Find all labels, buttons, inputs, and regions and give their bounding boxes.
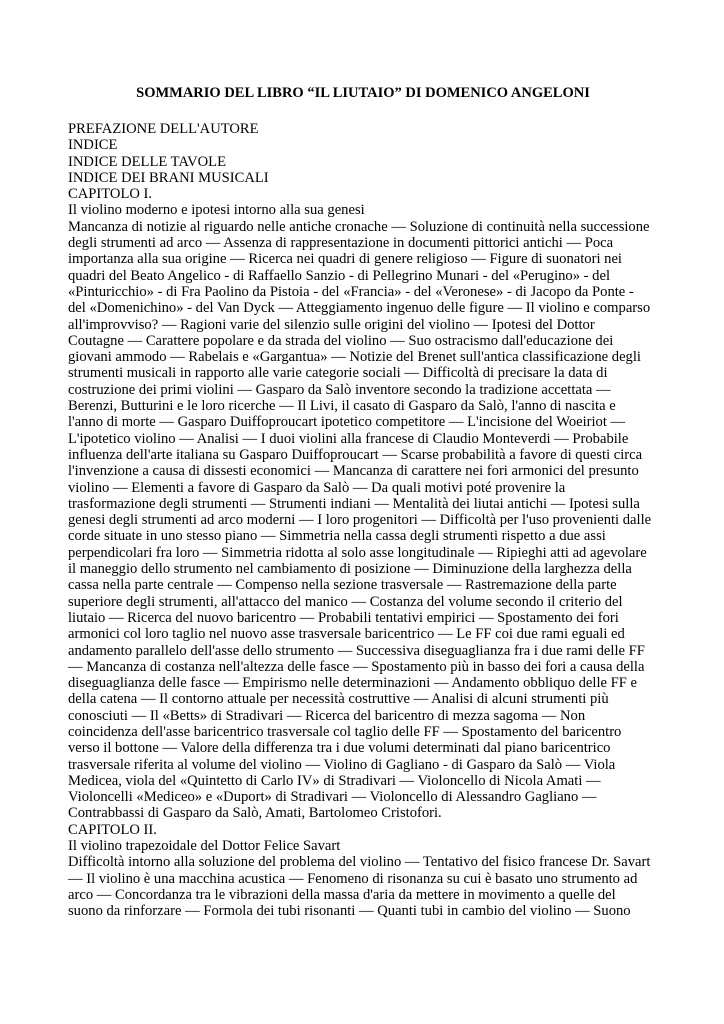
text-line: INDICE (68, 137, 118, 154)
text-line: PREFAZIONE DELL'AUTORE (68, 121, 259, 137)
text-line: perpendicolari fra loro — Simmetria ridotta al solo asse longitudinale — Ripieghi atti ad agevolare (68, 544, 647, 561)
text-line: L'ipotetico violino — Analisi — I duoi violini alla francese di Claudio Monteverdi — Probabile (68, 430, 629, 447)
text-line: — Mancanza di costanza nell'altezza delle fasce — Spostamento più in basso dei fori a causa della (68, 658, 645, 675)
text-line: conosciuti — Il «Betts» di Stradivari — Ricerca del baricentro di mezza sagoma — Non (68, 707, 586, 724)
text-line: genesi degli strumenti ad arco moderni — I loro progenitori — Difficoltà per l'uso provenienti dalle (68, 512, 652, 529)
text-line: «Pinturicchio» - di Fra Paolino da Pistoia - del «Francia» - del «Veronese» - di Jacopo da Ponte - (68, 283, 634, 300)
text-line: della catena — Il contorno attuale per necessità costruttive — Analisi di alcuni strumenti più (68, 691, 609, 708)
text-line: Il violino moderno e ipotesi intorno alla sua genesi (68, 202, 365, 219)
text-line: trasformazione degli strumenti — Strumenti indiani — Mentalità dei liutai antichi — Ipotesi sulla (68, 495, 640, 512)
text-line: Mancanza di notizie al riguardo nelle antiche cronache — Soluzione di continuità nella successione (68, 218, 650, 235)
text-line: degli strumenti ad arco — Assenza di rappresentazione in documenti pittorici antichi — Poca (68, 235, 614, 252)
text-line: CAPITOLO I. (68, 186, 153, 203)
text-line: andamento parallelo dell'asse dello strumento — Successiva diseguaglianza fra i due rami delle FF (68, 642, 645, 659)
text-line: verso il bottone — Valore della differenza tra i due volumi determinati dal piano baricentrico (68, 740, 611, 757)
text-line: Medicea, viola del «Quintetto di Carlo IV» di Stradivari — Violoncello di Nicola Amati — (68, 772, 601, 789)
text-line: coincidenza dell'asse baricentrico trasversale col taglio delle FF — Spostamento del baricentro (68, 723, 622, 740)
text-line: arco — Concordanza tra le vibrazioni della massa d'aria da mettere in movimento a quelle del (68, 886, 616, 903)
text-line: giovani ammodo — Rabelais e «Gargantua» — Notizie del Brenet sull'antica classificazione degli (68, 349, 641, 366)
text-line: strumenti musicali in rapporto alle varie categorie sociali — Difficoltà di precisare la data di (68, 365, 608, 382)
text-line: Il violino trapezoidale del Dottor Felice Savart (68, 838, 341, 855)
text-line: suono da rinforzare — Formola dei tubi risonanti — Quanti tubi in cambio del violino — Suono (68, 903, 631, 920)
text-line: Coutagne — Carattere popolare e da strada del violino — Suo ostracismo dall'educazione dei (68, 332, 614, 349)
text-line: costruzione dei primi violini — Gasparo da Salò inventore secondo la tradizione accettata — (68, 381, 611, 398)
text-line: violino — Elementi a favore di Gasparo da Salò — Da quali motivi poté provenire la (68, 479, 566, 496)
text-line: del «Domenichino» - del Van Dyck — Atteggiamento ingenuo delle figure — Il violino e comparso (68, 300, 651, 317)
text-line: trasversale riferita al volume del violino — Violino di Gagliano - di Gasparo da Salò — Viola (68, 756, 616, 773)
text-line: armonici col loro taglio nel nuovo asse trasversale baricentrico — Le FF coi due rami eguali ed (68, 626, 625, 643)
text-line: diseguaglianza delle fasce — Empirismo nelle determinazioni — Andamento obbliquo delle FF e (68, 675, 638, 692)
text-line: cassa nella parte centrale — Compenso nella sezione trasversale — Rastremazione della parte (68, 577, 617, 594)
text-line: influenza dell'arte italiana su Gasparo Duiffoproucart — Scarse probabilità a favore di questi circa (68, 446, 643, 463)
text-line: Berenzi, Butturini e le loro ricerche — Il Livi, il casato di Gasparo da Salò, l'anno di nascita e (68, 398, 616, 415)
text-line: superiore degli strumenti, all'attacco del manico — Costanza del volume secondo il criterio del (68, 593, 623, 610)
text-line: il maneggio dello strumento nel cambiamento di posizione — Diminuzione della larghezza della (68, 561, 632, 578)
text-line: Difficoltà intorno alla soluzione del problema del violino — Tentativo del fisico francese Dr. Savart (68, 854, 651, 871)
text-line: l'anno di morte — Gasparo Duiffoproucart ipotetico competitore — L'incisione del Woeiriot — (68, 414, 626, 431)
text-line: INDICE DEI BRANI MUSICALI (68, 169, 269, 186)
text-line: INDICE DELLE TAVOLE (68, 153, 226, 170)
text-line: corde situate in uno stesso piano — Simmetria nella cassa degli strumenti rispetto a due assi (68, 528, 606, 545)
text-line: liutaio — Ricerca del nuovo baricentro — Probabili tentativi empirici — Spostamento dei fori (68, 609, 619, 626)
text-line: l'invenzione a causa di dissesti economici — Mancanza di carattere nei fori armonici del presunto (68, 463, 639, 480)
document-body (68, 121, 658, 920)
document-page (68, 84, 658, 920)
text-line: CAPITOLO II. (68, 821, 157, 838)
text-line: Violoncelli «Mediceo» e «Duport» di Stradivari — Violoncello di Alessandro Gagliano — (68, 789, 597, 806)
text-line: quadri del Beato Angelico - di Raffaello Sanzio - di Pellegrino Munari - del «Perugino» - del (68, 267, 610, 284)
text-line: Contrabbassi di Gasparo da Salò, Amati, Bartolomeo Cristofori. (68, 805, 442, 822)
text-line: importanza alla sua origine — Ricerca nei quadri di genere religioso — Figure di suonatori nei (68, 251, 622, 268)
text-line: all'improvviso? — Ragioni varie del silenzio sulle origini del violino — Ipotesi del Dottor (68, 316, 595, 333)
document-title: SOMMARIO DEL LIBRO “IL LIUTAIO” DI DOMENICO ANGELONI (136, 85, 590, 101)
text-line: — Il violino è una macchina acustica — Fenomeno di risonanza su cui è basato uno strumento ad (68, 870, 638, 887)
